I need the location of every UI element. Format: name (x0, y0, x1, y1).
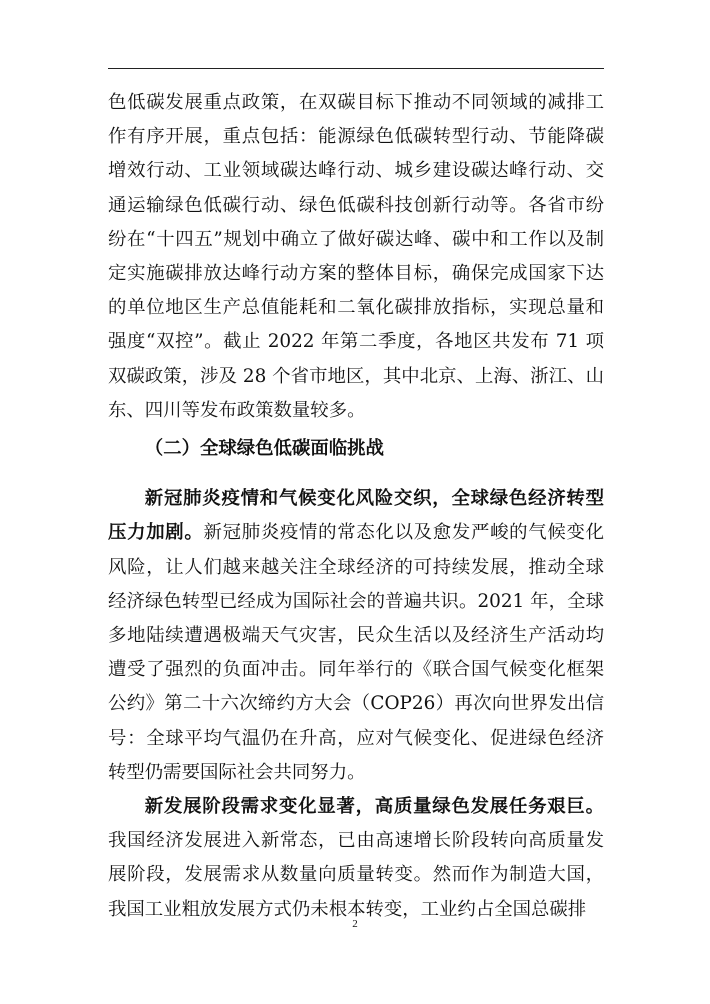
paragraph-lead-sentence: 新冠肺炎疫情和气候变化风险交织，全球绿色经济转型压力加剧。 (108, 488, 604, 544)
body-text (108, 86, 604, 927)
paragraph-body: 新冠肺炎疫情的常态化以及愈发严峻的气候变化风险，让人们越来越关注全球经济的可持续发展，推动全球经济绿色转型已经成为国际社会的普遍共识。2021 年，全球多地陆续遭遇极端天气灾害，民众生活以及经济生产活动均遭受了强烈的负面冲击。同年举行的《联合国气候变化框架公约》第二十六次缔约方大会（COP26）再次向世界发出信号：全球平均气温仍在升高，应对气候变化、促进绿色经济转型仍需要国际社会共同努力。 (108, 522, 604, 783)
paragraph-body: 我国经济发展进入新常态，已由高速增长阶段转向高质量发展阶段，发展需求从数量向质量转变。然而作为制造大国，我国工业粗放发展方式仍未根本转变，工业约占全国总碳排 (108, 830, 604, 920)
paragraph-global-challenges (108, 482, 604, 790)
paragraph-policy-summary: 色低碳发展重点政策，在双碳目标下推动不同领域的减排工作有序开展，重点包括：能源绿色低碳转型行动、节能降碳增效行动、工业领域碳达峰行动、城乡建设碳达峰行动、交通运输绿色低碳行动、绿色低碳科技创新行动等。各省市纷纷在“十四五”规划中确立了做好碳达峰、碳中和工作以及制定实施碳排放达峰行动方案的整体目标，确保完成国家下达的单位地区生产总值能耗和二氧化碳排放指标，实现总量和强度“双控”。截止 2022 年第二季度，各地区共发布 71 项双碳政策，涉及 28 个省市地区，其中北京、上海、浙江、山东、四川等发布政策数量较多。 (108, 92, 604, 421)
paragraph-development-stage (108, 790, 604, 927)
header-rule (108, 68, 604, 69)
section-heading: （二）全球绿色低碳面临挑战 (144, 438, 384, 460)
paragraph-lead-sentence: 新发展阶段需求变化显著，高质量绿色发展任务艰巨。 (144, 796, 604, 818)
page-number: 2 (352, 918, 358, 930)
